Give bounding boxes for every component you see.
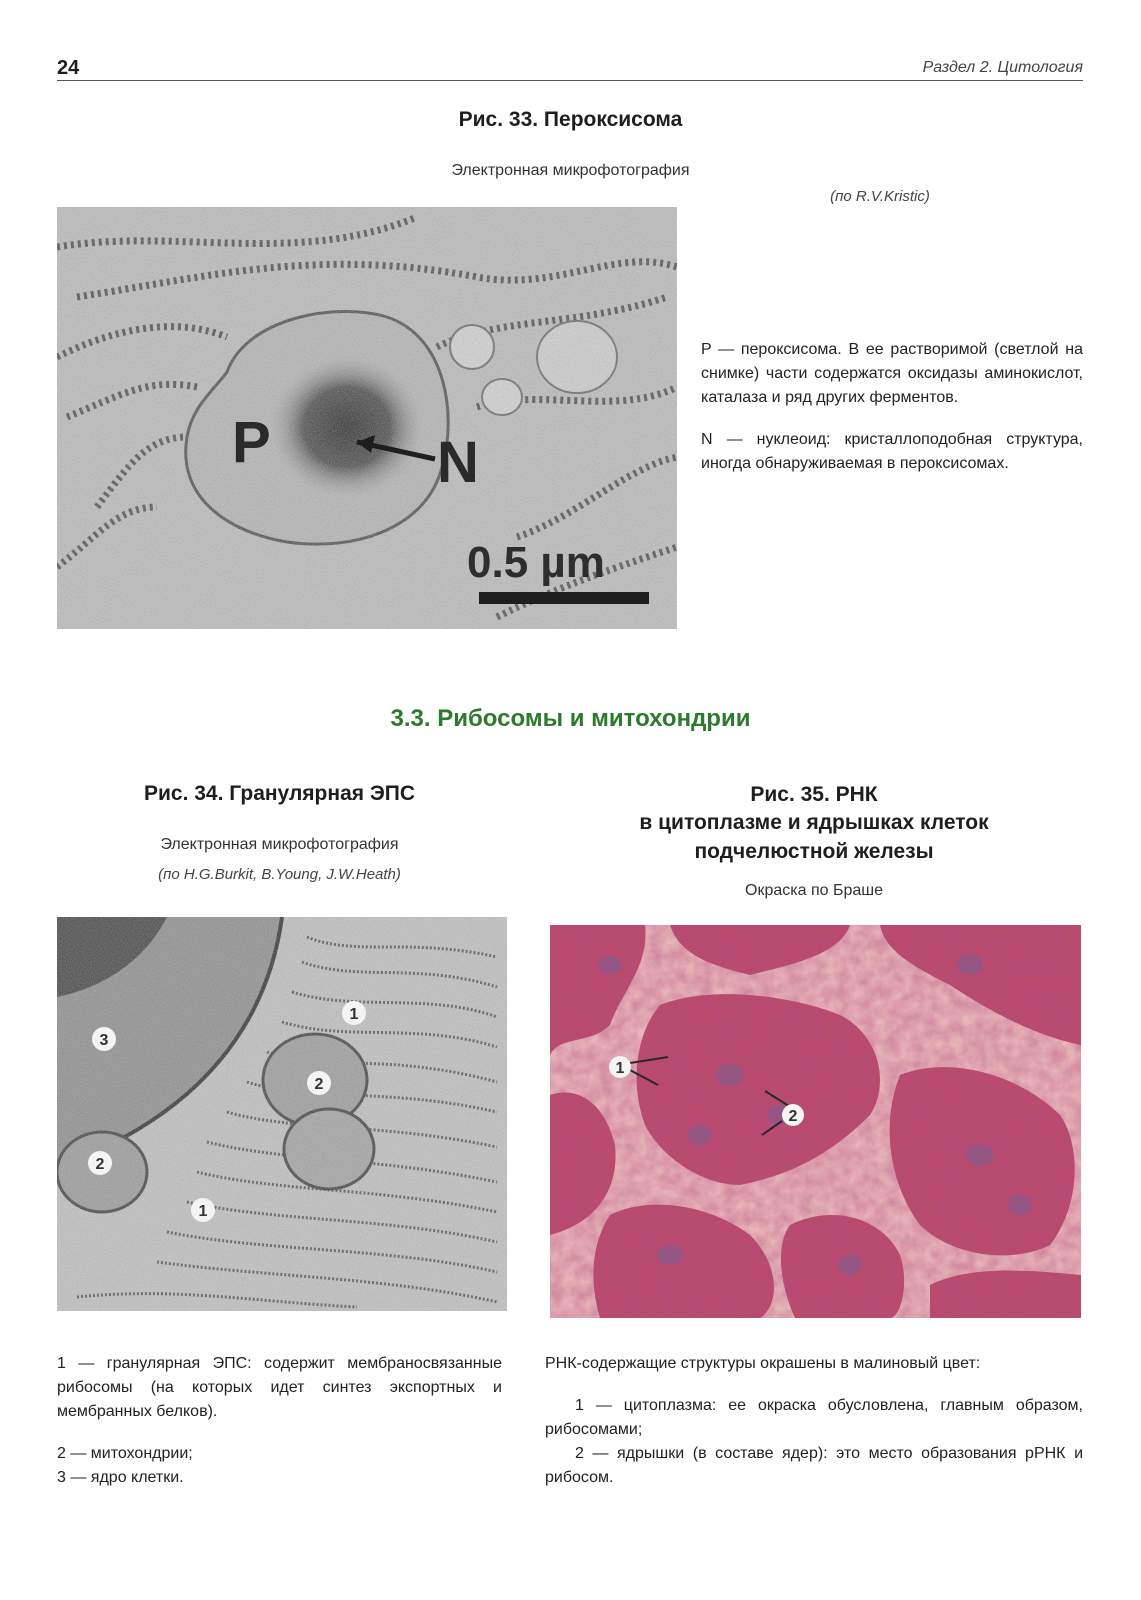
fig33-micrograph [57, 207, 677, 629]
fig33-scale-bar [479, 592, 649, 604]
fig35-legend-2: 2 — ядрышки (в составе ядер): это место образования рРНК и рибосом. [545, 1445, 1083, 1486]
page-number: 24 [57, 57, 80, 79]
fig35-title [545, 781, 1083, 866]
fig33-label-n: N [437, 430, 479, 495]
fig35-title-line-1: Рис. 35. РНК [750, 783, 878, 806]
fig34-marker-1a: 1 [349, 1006, 359, 1023]
fig33-label-p: P [232, 410, 271, 475]
fig35-marker-1: 1 [615, 1060, 625, 1077]
fig34-title: Рис. 34. Гранулярная ЭПС [143, 782, 416, 805]
fig34-marker-2b: 2 [95, 1156, 105, 1173]
fig34-legend-3: 3 — ядро клетки. [57, 1469, 184, 1486]
fig35-title-line-2: в цитоплазме и ядрышках клеток [639, 811, 989, 835]
fig34-marker-2a: 2 [314, 1076, 324, 1093]
fig35-title-line-3: подчелюстной железы [694, 839, 934, 863]
fig35-micrograph [550, 925, 1081, 1318]
fig33-subtitle: Электронная микрофотография [451, 162, 690, 179]
fig33-legend-n: N — нуклеоид: кристаллоподобная структура, иногда обнаруживаемая в пероксисомах. [701, 431, 1083, 472]
fig35-legend [545, 1352, 1083, 1490]
fig35-marker-2: 2 [788, 1108, 798, 1125]
fig35-legend-intro: РНК-содержащие структуры окрашены в малиновый цвет: [545, 1355, 981, 1372]
fig34-legend-2: 2 — митохондрии; [57, 1445, 193, 1462]
fig34-legend-1: 1 — гранулярная ЭПС: содержит мембраносвязанные рибосомы (на которых идет синтез экспортных и мембранных белков). [57, 1355, 502, 1420]
fig34-marker-3: 3 [99, 1032, 109, 1049]
fig33-title: Рис. 33. Пероксисома [458, 108, 683, 131]
fig34-micrograph [57, 917, 507, 1311]
running-title: Раздел 2. Цитология [922, 59, 1083, 76]
fig34-legend [57, 1352, 502, 1490]
fig33-scale-label: 0.5 µm [467, 538, 605, 587]
section-title: 3.3. Рибосомы и митохондрии [390, 705, 751, 732]
fig34-credit: (по H.G.Burkit, B.Young, J.W.Heath) [158, 866, 401, 883]
fig34-subtitle: Электронная микрофотография [160, 836, 399, 853]
fig35-subtitle: Окраска по Браше [745, 882, 883, 899]
header-rule [57, 80, 1083, 81]
fig33-legend-p: P — пероксисома. В ее растворимой (светлой на снимке) части содержатся оксидазы аминокислот, каталаза и ряд других ферментов. [701, 341, 1083, 406]
fig34-marker-1b: 1 [198, 1203, 208, 1220]
fig33-legend [701, 338, 1083, 476]
fig33-credit: (по R.V.Kristic) [830, 188, 930, 205]
fig35-legend-1: 1 — цитоплазма: ее окраска обусловлена, главным образом, рибосомами; [545, 1397, 1083, 1438]
